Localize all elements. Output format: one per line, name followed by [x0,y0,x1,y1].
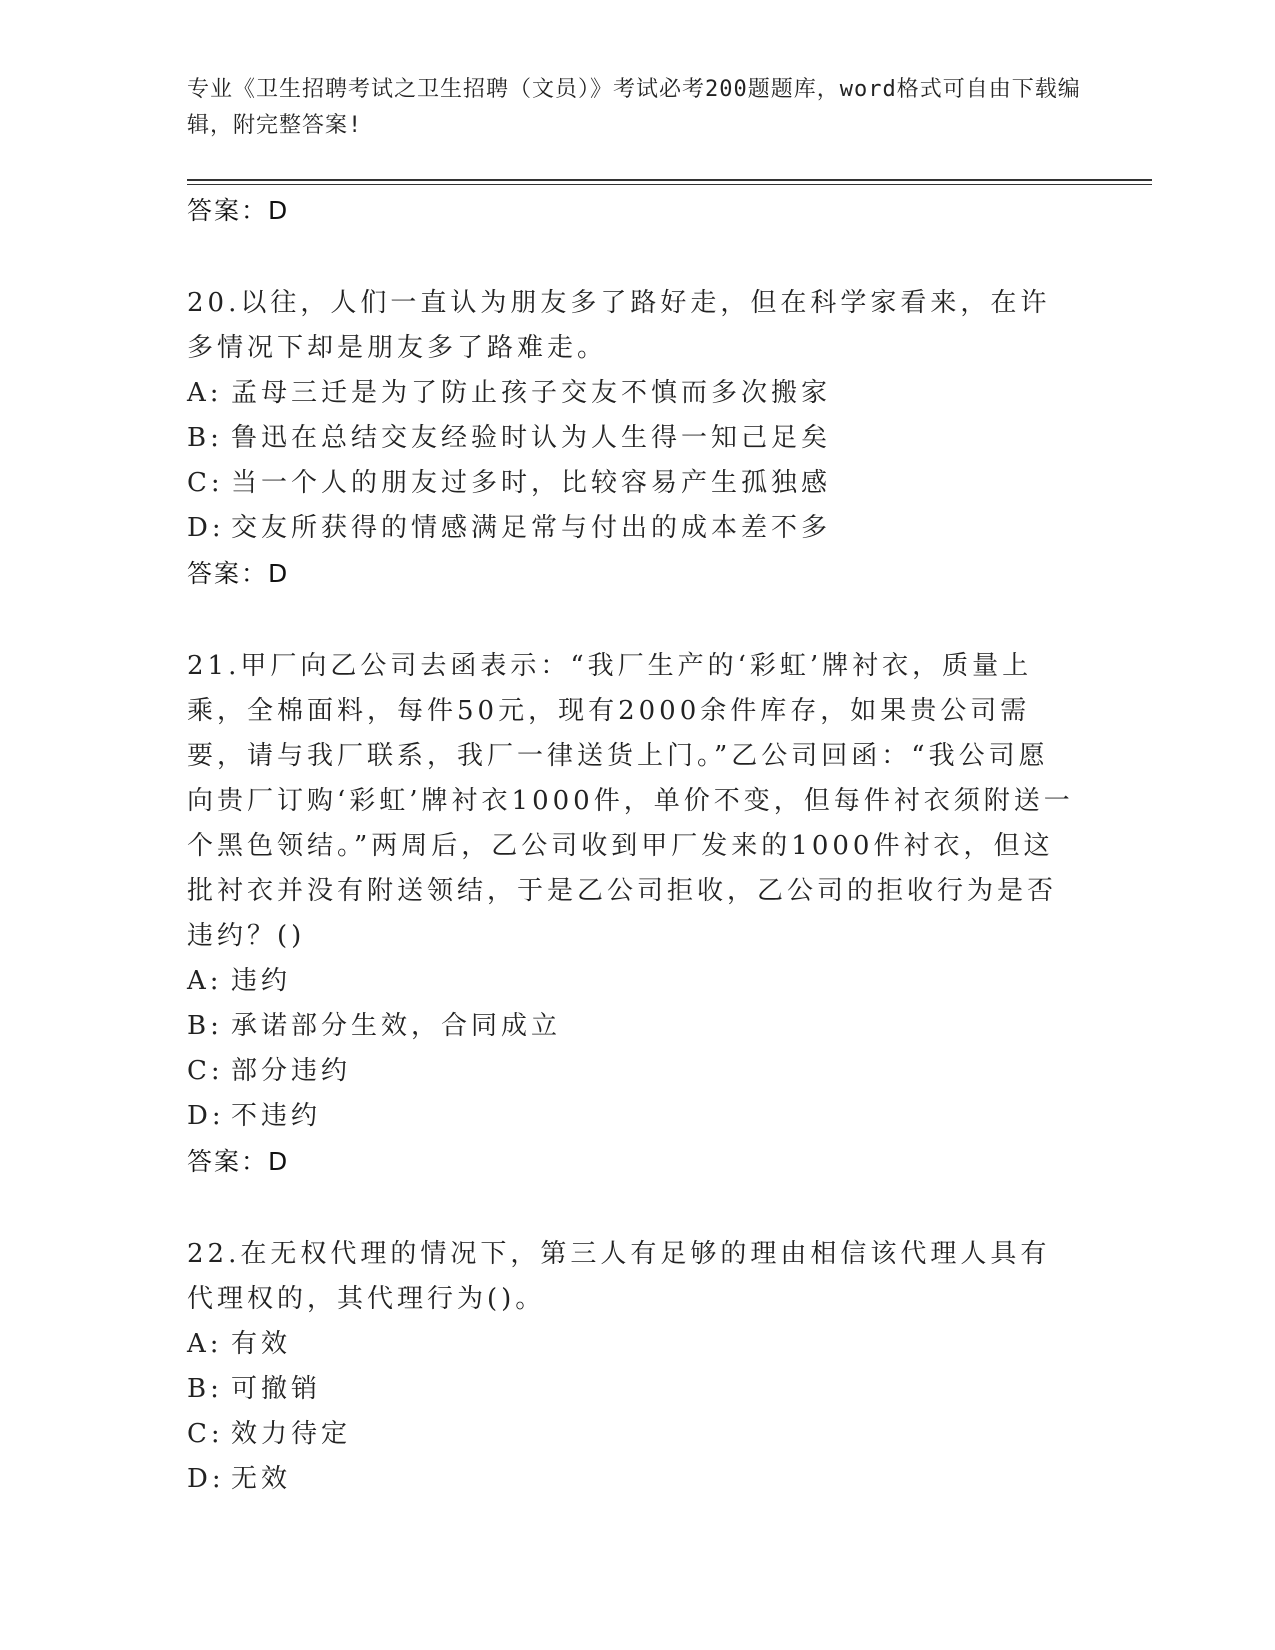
option-b [187,1367,1077,1412]
option-text: 不违约 [231,1101,322,1131]
option-letter: A: [187,378,223,408]
option-text: 效力待定 [231,1419,352,1449]
option-text: 孟母三迁是为了防止孩子交友不慎而多次搬家 [231,378,832,408]
option-a [187,1322,1077,1367]
option-b [187,1004,1077,1049]
option-letter: D: [187,1464,225,1494]
option-text: 鲁迅在总结交友经验时认为人生得一知己足矣 [231,423,832,453]
question-20 [187,281,1077,596]
option-text: 当一个人的朋友过多时，比较容易产生孤独感 [231,468,832,498]
option-letter: A: [187,966,223,996]
option-d [187,1457,1077,1502]
option-c [187,1412,1077,1457]
question-stem: 21.甲厂向乙公司去函表示：“我厂生产的‘彩虹’牌衬衣，质量上乘，全棉面料，每件50元，现有2000余件库存，如果贵公司需要，请与我厂联系，我厂一律送货上门。”乙公司回函：“我公司愿向贵厂订购‘彩虹’牌衬衣1000件，单价不变，但每件衬衣须附送一个黑色领结。”两周后，乙公司收到甲厂发来的1000件衬衣，但这批衬衣并没有附送领结，于是乙公司拒收，乙公司的拒收行为是否违约？() [187,651,1074,951]
option-letter: C: [187,468,224,498]
option-text: 无效 [231,1464,292,1494]
option-text: 承诺部分生效，合同成立 [231,1011,562,1041]
header-rule-thin [187,184,1152,185]
option-letter: B: [187,1011,223,1041]
option-d [187,506,1077,551]
option-d [187,1094,1077,1139]
option-c [187,461,1077,506]
option-b [187,416,1077,461]
option-text: 违约 [231,966,292,996]
question-stem: 20.以往，人们一直认为朋友多了路好走，但在科学家看来，在许多情况下却是朋友多了路难走。 [187,288,1051,363]
option-letter: D: [187,513,225,543]
answer-20: 答案：D [187,559,290,588]
option-letter: B: [187,423,223,453]
option-text: 部分违约 [231,1056,352,1086]
option-text: 交友所获得的情感满足常与付出的成本差不多 [231,513,832,543]
question-22 [187,1232,1077,1502]
option-text: 有效 [231,1329,292,1359]
document-body [187,188,1077,1502]
question-stem: 22.在无权代理的情况下，第三人有足够的理由相信该代理人具有代理权的，其代理行为()。 [187,1239,1051,1314]
option-letter: D: [187,1101,225,1131]
option-letter: C: [187,1056,224,1086]
option-a [187,959,1077,1004]
answer-21: 答案：D [187,1147,290,1176]
header-rule [187,179,1152,181]
question-21 [187,644,1077,1184]
option-c [187,1049,1077,1094]
option-letter: B: [187,1374,223,1404]
option-letter: C: [187,1419,224,1449]
option-letter: A: [187,1329,223,1359]
option-text: 可撤销 [231,1374,322,1404]
answer-19: 答案：D [187,196,290,225]
option-a [187,371,1077,416]
page-header: 专业《卫生招聘考试之卫生招聘（文员）》考试必考200题题库，word格式可自由下载编辑，附完整答案! [187,77,1081,138]
